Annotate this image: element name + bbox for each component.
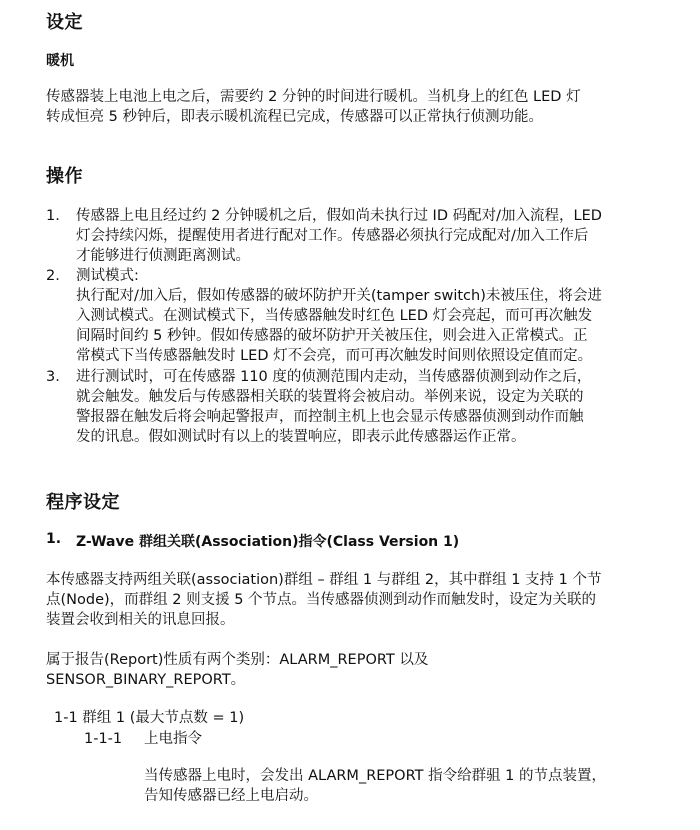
power-on-line: 当传感器上电时，会发出 ALARM_REPORT 指令给群驵 1 的节点装置，	[144, 768, 607, 784]
subsection-title: Z-Wave 群组关联(Association)指令(Class Version 1)	[76, 534, 460, 550]
operation-line: 执行配对/加入后，假如传感器的破坏防护开关(tamper switch)未被压住，将会进	[76, 288, 602, 304]
report-line: SENSOR_BINARY_REPORT。	[46, 672, 246, 688]
power-on-description	[144, 766, 606, 806]
group1-heading: 1-1 群组 1 (最大节点数 = 1)	[54, 710, 245, 726]
warmup-line: 转成恒亮 5 秒钟后，即表示暖机流程已完成，传感器可以正常执行侦测功能。	[46, 109, 543, 125]
operation-item-3	[76, 367, 591, 447]
operation-line: 常模式下当传感器触发时 LED 灯不会亮，而可再次触发时间则依照设定值而定。	[76, 348, 593, 364]
power-on-line: 告知传感器已经上电启动。	[144, 788, 318, 804]
association-line: 点(Node)，而群组 2 则支援 5 个节点。当传感器侦测到动作而触发时，设定为关联的	[46, 592, 597, 608]
warmup-heading: 暖机	[46, 53, 74, 69]
subsection-number: 1.	[46, 531, 62, 547]
operation-line: 进行测试时，可在传感器 110 度的侦测范围内走动，当传感器侦测到动作之后，	[76, 369, 592, 385]
operation-item-1-number: 1.	[46, 208, 60, 224]
operation-line: 传感器上电且经过约 2 分钟暖机之后，假如尚未执行过 ID 码配对/加入流程，LED	[76, 208, 602, 224]
operation-line: 发的讯息。假如测试时有以上的装置响应，即表示此传感器运作正常。	[76, 429, 526, 445]
section-title-program: 程序设定	[46, 492, 120, 513]
operation-item-2-number: 2.	[46, 268, 60, 284]
operation-line: 测试模式:	[76, 268, 139, 284]
association-line: 装置会收到相关的讯息回报。	[46, 612, 235, 628]
operation-line: 灯会持续闪烁，提醒使用者进行配对工作。传感器必须执行完成配对/加入工作后	[76, 228, 589, 244]
section-title-setting: 设定	[46, 12, 83, 33]
operation-line: 入测试模式。在测试模式下，当传感器触发时红色 LED 灯会亮起，而可再次触发	[76, 308, 593, 324]
operation-line: 就会触发。触发后与传感器相关联的装置将会被启动。举例来说，设定为关联的	[76, 389, 584, 405]
association-paragraph	[46, 570, 601, 630]
section-title-operation: 操作	[46, 166, 83, 187]
operation-line: 警报器在触发后将会响起警报声，而控制主机上也会显示传感器侦测到动作而触	[76, 409, 584, 425]
warmup-line: 传感器装上电池上电之后，需要约 2 分钟的时间进行暖机。当机身上的红色 LED 灯	[46, 89, 581, 105]
operation-item-3-number: 3.	[46, 369, 60, 385]
association-line: 本传感器支持两组关联(association)群组 – 群组 1 与群组 2，其中群组 1 支持 1 个节	[46, 572, 602, 588]
operation-line: 才能够进行侦测距离测试。	[76, 248, 250, 264]
operation-line: 间隔时间约 5 秒钟。假如传感器的破坏防护开关被压住，则会进入正常模式。正	[76, 328, 588, 344]
report-types-paragraph	[46, 650, 428, 690]
operation-item-2	[76, 266, 602, 366]
warmup-paragraph	[46, 87, 581, 127]
operation-item-1	[76, 206, 602, 266]
item-1-1-1-title: 上电指令	[144, 731, 202, 747]
item-1-1-1-number: 1-1-1	[84, 731, 123, 747]
report-line: 属于报告(Report)性质有两个类别：ALARM_REPORT 以及	[46, 652, 429, 668]
